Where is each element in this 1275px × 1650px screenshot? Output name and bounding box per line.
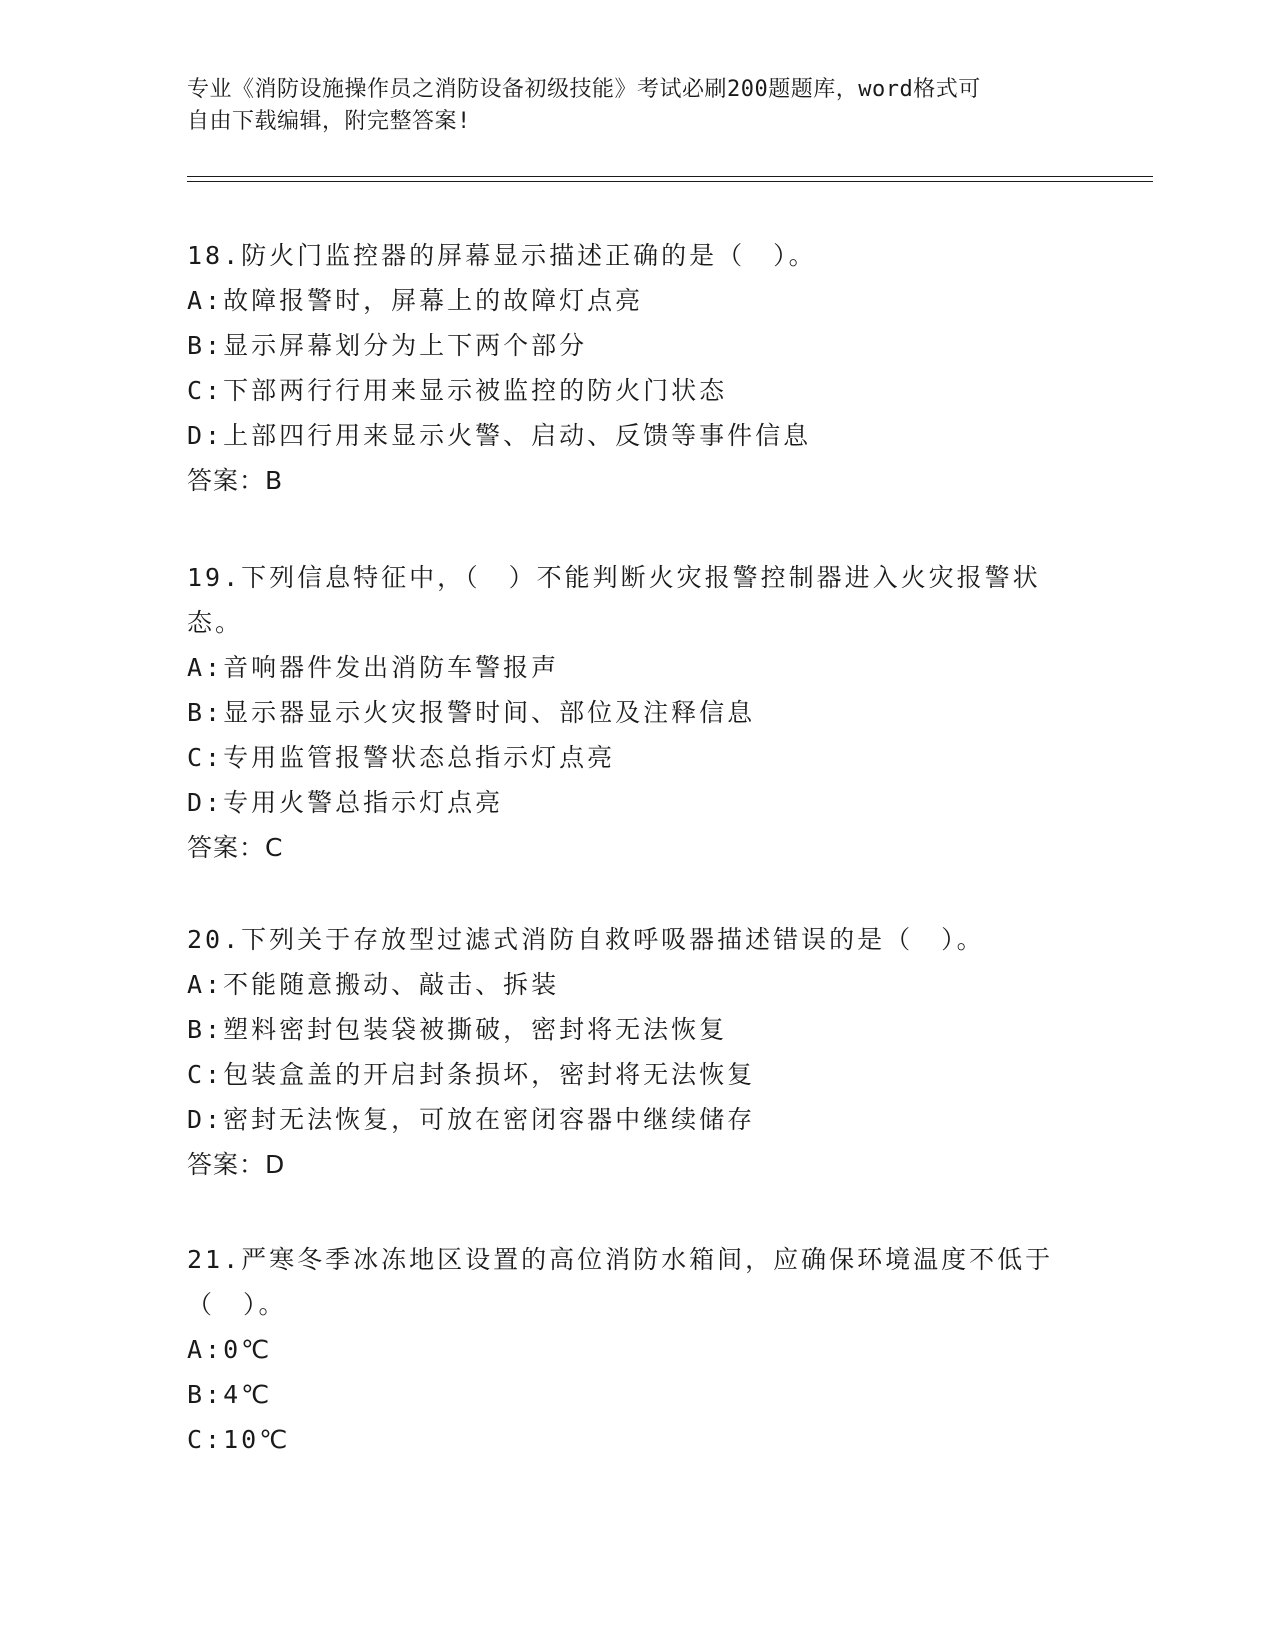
option-a: A:不能随意搬动、敲击、拆装 [187, 970, 560, 999]
question-stem: 21.严寒冬季冰冻地区设置的高位消防水箱间，应确保环境温度不低于（ ）。 [187, 1245, 1054, 1319]
option-b: B:显示屏幕划分为上下两个部分 [187, 331, 588, 360]
question-stem: 19.下列信息特征中，（ ）不能判断火灾报警控制器进入火灾报警状态。 [187, 563, 1041, 637]
option-a: A:故障报警时，屏幕上的故障灯点亮 [187, 286, 644, 315]
question-stem: 18.防火门监控器的屏幕显示描述正确的是（ ）。 [187, 241, 817, 270]
option-c: C:10℃ [187, 1425, 291, 1454]
option-c: C:包装盒盖的开启封条损坏，密封将无法恢复 [187, 1060, 756, 1089]
header-line-1: 专业《消防设施操作员之消防设备初级技能》考试必刷200题题库，word格式可 [187, 77, 981, 102]
header-divider-top [187, 176, 1153, 177]
question-stem: 20.下列关于存放型过滤式消防自救呼吸器描述错误的是（ ）。 [187, 925, 985, 954]
option-d: D:密封无法恢复，可放在密闭容器中继续储存 [187, 1105, 756, 1134]
option-d: D:上部四行用来显示火警、启动、反馈等事件信息 [187, 421, 812, 450]
document-header [187, 74, 1087, 138]
question-21 [187, 1237, 1067, 1462]
header-line-2: 自由下载编辑，附完整答案! [187, 109, 471, 134]
answer: 答案：D [187, 1150, 286, 1179]
option-c: C:专用监管报警状态总指示灯点亮 [187, 743, 616, 772]
header-divider-bottom [187, 181, 1153, 182]
option-c: C:下部两行行用来显示被监控的防火门状态 [187, 376, 728, 405]
option-b: B:显示器显示火灾报警时间、部位及注释信息 [187, 698, 756, 727]
option-b: B:塑料密封包装袋被撕破，密封将无法恢复 [187, 1015, 728, 1044]
question-18 [187, 233, 1067, 503]
answer: 答案：C [187, 833, 284, 862]
question-20 [187, 917, 1067, 1187]
option-d: D:专用火警总指示灯点亮 [187, 788, 504, 817]
question-19 [187, 555, 1067, 870]
option-a: A:0℃ [187, 1335, 273, 1364]
answer: 答案：B [187, 466, 284, 495]
option-b: B:4℃ [187, 1380, 273, 1409]
option-a: A:音响器件发出消防车警报声 [187, 653, 560, 682]
